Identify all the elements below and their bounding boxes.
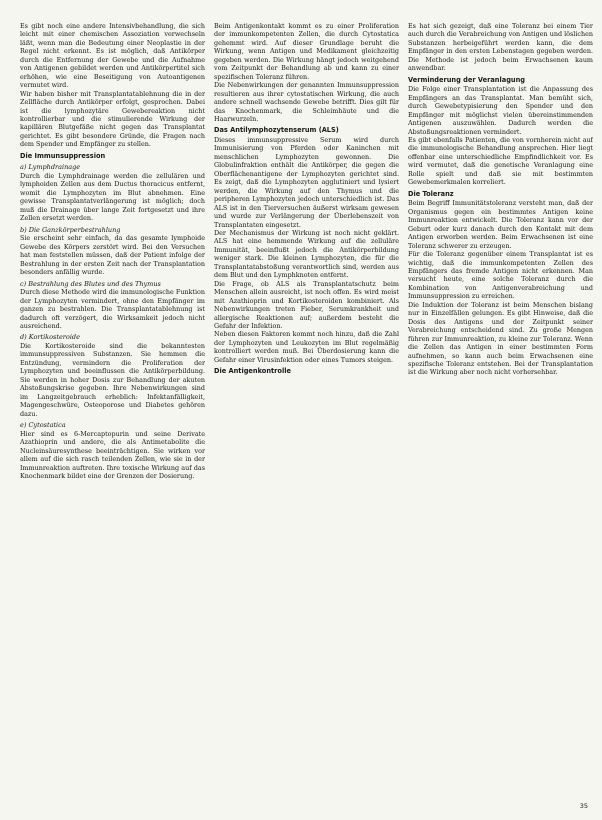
column-2: [214, 22, 399, 802]
subsection-heading: d) Kortikosteroide: [20, 333, 80, 342]
paragraph: Die Frage, ob ALS als Transplantatschutz beim Menschen allein ausreicht, ist noch offen. Es wird meist mit Azathioprin und Kortikosteroiden kombiniert. Als Nebenwirkungen treten Fieber, Serumkrankheit und allergische Reaktionen auf; außerdem besteht die Gefahr der Infektion.: [214, 279, 399, 330]
section-heading: Das Antilymphozytenserum (ALS): [214, 126, 339, 135]
paragraph: Die Induktion der Toleranz ist beim Menschen bislang nur in Einzelfällen gelungen. Es gibt Hinweise, daß die Dosis des Antigens und der Zeitpunkt seiner Verabreichung entscheidend sind. Zu große Mengen führen zur Immunreaktion, zu kleine zur Toleranz. Wenn die Zellen das Antigen in einer bestimmten Form aufnehmen, so kann auch beim Erwachsenen eine spezifische Toleranz entstehen. Bei der Transplantation ist die Wirkung aber noch nicht vorhersehbar.: [408, 300, 593, 377]
subsection-heading: e) Cytostatica: [20, 421, 66, 430]
column-3: [408, 22, 593, 802]
paragraph: Durch diese Methode wird die immunologische Funktion der Lymphozyten vermindert, ohne den Empfänger im ganzen zu bestrahlen. Die Transplantatablehnung ist dadurch oft verzögert, die Wirksamkeit jedoch nicht ausreichend.: [20, 288, 205, 330]
paragraph: Dieses immunsuppressive Serum wird durch Immunisierung von Pferden oder Kaninchen mit menschlichen Lymphozyten gewonnen. Die Globulinfraktion enthält die Antikörper, die gegen die Oberflächenantigene der Lymphozyten gerichtet sind. Es zeigt, daß die Lymphozyten agglutiniert und lysiert werden, die Wirkung auf den Thymus und die peripheren Lymphozyten jedoch unterschiedlich ist. Das ALS ist in den Tierversuchen äußerst wirksam gewesen und wurde zur Verlängerung der Überlebenszeit von Transplantaten eingesetzt.: [214, 136, 399, 229]
paragraph: Die Nebenwirkungen der genannten Immunsuppression resultieren aus ihrer cytostatischen Wirkung, die auch andere schnell wachsende Gewebe betrifft. Dies gilt für das Knochenmark, die Schleimhäute und die Haarwurzeln.: [214, 81, 399, 123]
section-heading: Verminderung der Veranlagung: [408, 75, 526, 84]
subsection-heading: a) Lymphdrainage: [20, 163, 81, 172]
paragraph: Durch die Lymphdrainage werden die zellulären und lymphoiden Zellen aus dem Ductus thoracicus entfernt, womit die Lymphozyten im Blut abnehmen. Eine gewisse Transplantatverlängerung ist möglich; doch muß die Drainage über lange Zeit fortgesetzt und ihre Zellen ersetzt werden.: [20, 171, 205, 223]
paragraph: Sie erscheint sehr einfach, da das gesamte lymphoide Gewebe des Körpers zerstört wird. Bei den Versuchen hat man feststellen müssen, daß der Patient infolge der Bestrahlung in der ersten Zeit nach der Transplantation besonders anfällig wurde.: [20, 234, 205, 277]
paragraph: Wir haben bisher mit Transplantatablehnung die in der Zellfläche durch Antikörper erfolgt, gesprochen. Dabei ist die lymphozytäre Gewebereaktion nicht kontrollierbar und die stimulierende Wirkung der kapillären Blutgefäße nicht gegen das Transplantat gerichtet. Es gibt besondere Gründe, die Fragen nach dem Spender und Empfänger zu stellen.: [20, 89, 205, 149]
paragraph: Neben diesen Faktoren kommt noch hinzu, daß die Zahl der Lymphozyten und Leukozyten im Blut regelmäßig kontrolliert werden muß. Bei Überdosierung kann die Gefahr einer Virusinfektion oder eines Tumors steigen.: [214, 330, 399, 364]
text-columns: [20, 22, 592, 802]
paragraph: Der Mechanismus der Wirkung ist noch nicht geklärt. ALS hat eine hemmende Wirkung auf die zelluläre Immunität, beeinflußt jedoch die Antikörperbildung weniger stark. Die kleinen Lymphozyten, die für die Transplantatabstoßung verantwortlich sind, werden aus dem Blut und den Lymphknoten entfernt.: [214, 229, 399, 280]
paragraph: Die Folge einer Transplantation ist die Anpassung des Empfängers an das Transplantat. Man bemüht sich, durch Gewebetypisierung den Spender und den Empfänger mit möglichst vielen übereinstimmenden Antigenen auszuwählen. Dadurch werden die Abstoßungsreaktionen vermindert.: [408, 85, 593, 136]
paragraph: Für die Toleranz gegenüber einem Transplantat ist es wichtig, daß die immunkompetenten Zellen des Empfängers das fremde Antigen nicht erkennen. Man versucht heute, eine solche Toleranz durch die Kombination von Antigenverabreichung und Immunsuppression zu erreichen.: [408, 250, 593, 301]
paragraph: Es gibt ebenfalls Patienten, die von vornherein nicht auf die immunologische Behandlung ansprechen. Hier liegt offenbar eine unterschiedliche Empfindlichkeit vor. Es wird vermutet, daß die genetische Veranlagung eine Rolle spielt und daß sie mit bestimmten Gewebemerkmalen korreliert.: [408, 136, 593, 187]
paragraph: Beim Antigenkontakt kommt es zu einer Proliferation der immunkompetenten Zellen, die durch Cytostatica gehemmt wird. Auf dieser Grundlage beruht die Wirkung, wenn Antigen und Medikament gleichzeitig gegeben werden. Die Wirkung hängt jedoch weitgehend vom Zeitpunkt der Behandlung ab und kann zu einer spezifischen Toleranz führen.: [214, 22, 399, 81]
page-number: 35: [579, 802, 588, 810]
column-1: [20, 22, 205, 802]
paragraph: Es gibt noch eine andere Intensivbehandlung, die sich leicht mit einer chemischen Assoziation verwechseln läßt, wenn man die Bedeutung einer Neoplastie in der Regel nicht erkennt. Es ist möglich, daß Antikörper durch die Entfernung der Gewebe und die Aufnahme von Antigenen gebildet werden und Antikörpertitel sich erhöhen, wie eine Beseitigung von Autoantigenen vermutet wird.: [20, 22, 205, 90]
paragraph: Beim Begriff Immunitätstoleranz versteht man, daß der Organismus gegen ein bestimmtes Antigen keine Immunreaktion entwickelt. Die Toleranz kann vor der Geburt oder kurz danach durch den Kontakt mit dem Antigen erworben werden. Beim Erwachsenen ist eine Toleranz schwerer zu erzeugen.: [408, 199, 593, 250]
subsection-heading: c) Bestrahlung des Blutes und des Thymus: [20, 279, 161, 288]
paragraph: Hier sind es 6-Mercaptopurin und seine Derivate Azathioprin und andere, die als Antimetabolite die Nucleinsäuresynthese beeinträchtigen. Sie wirken vor allem auf die sich rasch teilenden Zellen, wie sie in der Immunreaktion auftreten. Ihre toxische Wirkung auf das Knochenmark bildet eine der Grenzen der Dosierung.: [20, 429, 205, 480]
section-heading: Die Immunsuppression: [20, 151, 106, 160]
paragraph: Die Kortikosteroide sind die bekanntesten immunsuppressiven Substanzen. Sie hemmen die Entzündung, vermindern die Proliferation der Lymphozyten und beeinflussen die Antikörperbildung. Sie werden in hoher Dosis zur Behandlung der akuten Abstoßungskrise gegeben. Ihre Nebenwirkungen sind im Langzeitgebrauch erheblich: Infektanfälligkeit, Magengeschwüre, Osteoporose und Diabetes gehören dazu.: [20, 342, 205, 418]
paragraph: Es hat sich gezeigt, daß eine Toleranz bei einem Tier auch durch die Verabreichung von Antigen und löslichen Substanzen herbeigeführt werden kann, die dem Empfänger in den ersten Lebenstagen gegeben werden. Die Methode ist jedoch beim Erwachsenen kaum anwendbar.: [408, 22, 593, 73]
section-heading: Die Toleranz: [408, 189, 454, 198]
section-heading: Die Antigenkontrolle: [214, 367, 291, 376]
subsection-heading: b) Die Ganzkörperbestrahlung: [20, 225, 121, 234]
